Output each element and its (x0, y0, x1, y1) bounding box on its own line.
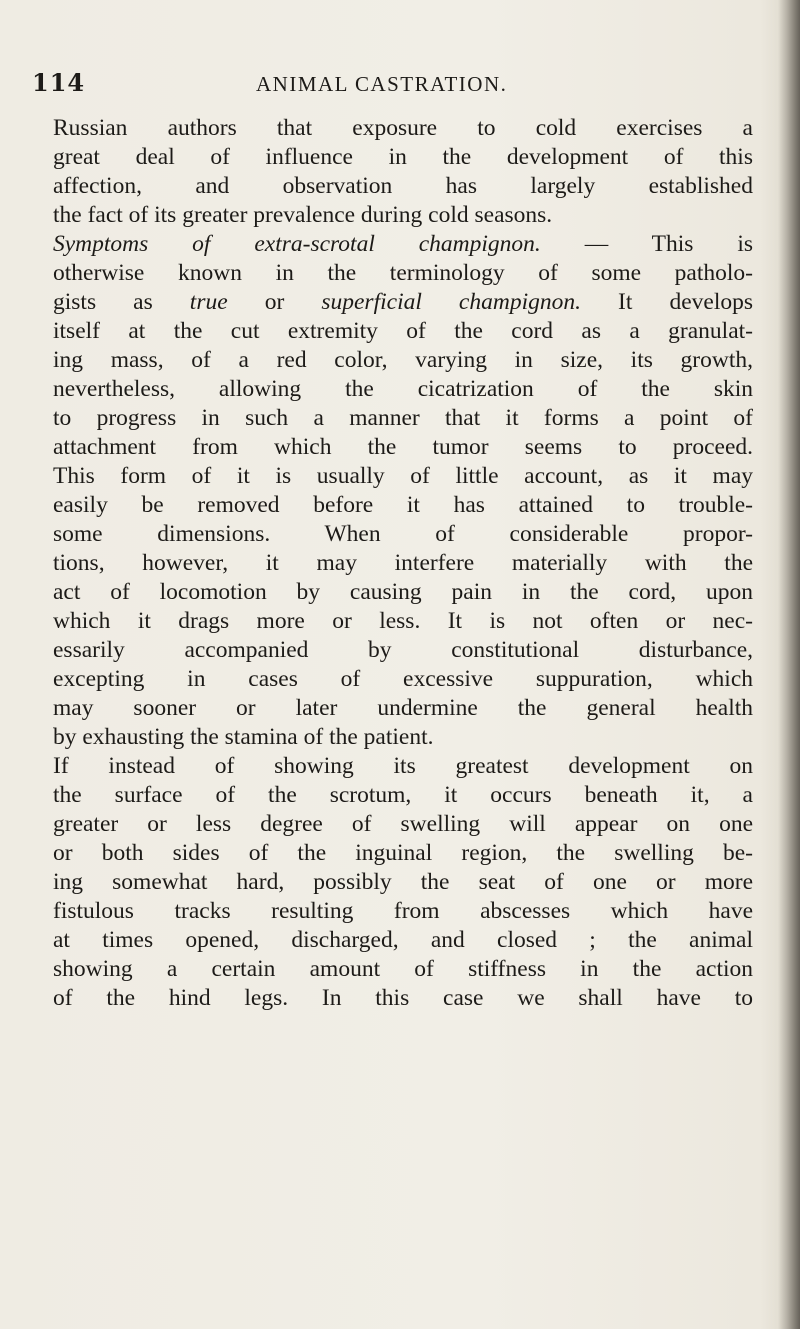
text-line (53, 810, 753, 839)
text-segment: of the hind legs. In this case we shall have to (53, 985, 753, 1011)
text-segment: or (227, 289, 322, 315)
text-line (53, 433, 753, 462)
body-text (53, 114, 753, 1013)
text-segment: itself at the cut extremity of the cord as a granulat- (53, 318, 753, 344)
text-line (53, 955, 753, 984)
text-segment: Russian authors that exposure to cold exercises a (53, 115, 753, 141)
text-segment: showing a certain amount of stiffness in the action (53, 956, 753, 982)
text-segment: greater or less degree of swelling will appear on one (53, 811, 753, 837)
text-segment: ing mass, of a red color, varying in size, its growth, (53, 347, 753, 373)
text-segment: affection, and observation has largely established (53, 173, 753, 199)
text-segment: otherwise known in the terminology of some patholo- (53, 260, 753, 286)
text-line (53, 114, 753, 143)
text-line (53, 462, 753, 491)
text-segment: excepting in cases of excessive suppuration, which (53, 666, 753, 692)
text-line (53, 781, 753, 810)
text-segment: This form of it is usually of little account, as it may (53, 463, 753, 489)
text-line (53, 491, 753, 520)
text-segment: act of locomotion by causing pain in the cord, upon (53, 579, 753, 605)
text-line (53, 375, 753, 404)
text-segment: may sooner or later undermine the general health (53, 695, 753, 721)
text-line (53, 897, 753, 926)
text-segment: the fact of its greater prevalence during cold seasons. (53, 202, 553, 228)
text-line (53, 984, 753, 1013)
text-segment: or both sides of the inguinal region, the swelling be- (53, 840, 753, 866)
text-line (53, 636, 753, 665)
text-segment: the surface of the scrotum, it occurs beneath it, a (53, 782, 753, 808)
text-line (53, 317, 753, 346)
text-line (53, 926, 753, 955)
text-line (53, 868, 753, 897)
text-line (53, 694, 753, 723)
page-number: 114 (32, 68, 86, 97)
text-segment: tions, however, it may interfere materially with the (53, 550, 753, 576)
text-segment: If instead of showing its greatest development on (53, 753, 753, 779)
text-segment: some dimensions. When of considerable propor- (53, 521, 753, 547)
text-segment: essarily accompanied by constitutional disturbance, (53, 637, 753, 663)
text-line (53, 259, 753, 288)
text-segment: easily be removed before it has attained to trouble- (53, 492, 753, 518)
page-edge-shadow (778, 0, 800, 1329)
text-segment: great deal of influence in the development of this (53, 144, 753, 170)
text-line (53, 172, 753, 201)
text-segment: — This is (540, 231, 753, 257)
text-line (53, 839, 753, 868)
text-line (53, 665, 753, 694)
text-line (53, 201, 753, 230)
italic-text: Symptoms of extra-scrotal champignon. (53, 231, 541, 257)
text-line (53, 723, 753, 752)
text-segment: attachment from which the tumor seems to proceed. (53, 434, 753, 460)
text-line (53, 752, 753, 781)
text-segment: It develops (581, 289, 754, 315)
text-segment: at times opened, discharged, and closed ; the animal (53, 927, 753, 953)
italic-text: superficial champignon. (321, 289, 581, 315)
text-segment: gists as (53, 289, 190, 315)
text-line (53, 143, 753, 172)
text-line (53, 549, 753, 578)
text-line (53, 404, 753, 433)
text-segment: to progress in such a manner that it forms a point of (53, 405, 753, 431)
running-head: ANIMAL CASTRATION. (256, 72, 508, 96)
text-segment: fistulous tracks resulting from abscesses which have (53, 898, 753, 924)
text-line (53, 288, 753, 317)
text-line (53, 230, 753, 259)
text-segment: nevertheless, allowing the cicatrization of the skin (53, 376, 753, 402)
italic-text: true (189, 289, 228, 315)
text-line (53, 520, 753, 549)
text-segment: ing somewhat hard, possibly the seat of one or more (53, 869, 753, 895)
text-line (53, 578, 753, 607)
text-segment: by exhausting the stamina of the patient. (53, 724, 434, 750)
page-header (32, 68, 732, 108)
text-segment: which it drags more or less. It is not often or nec- (53, 608, 753, 634)
text-line (53, 607, 753, 636)
text-line (53, 346, 753, 375)
